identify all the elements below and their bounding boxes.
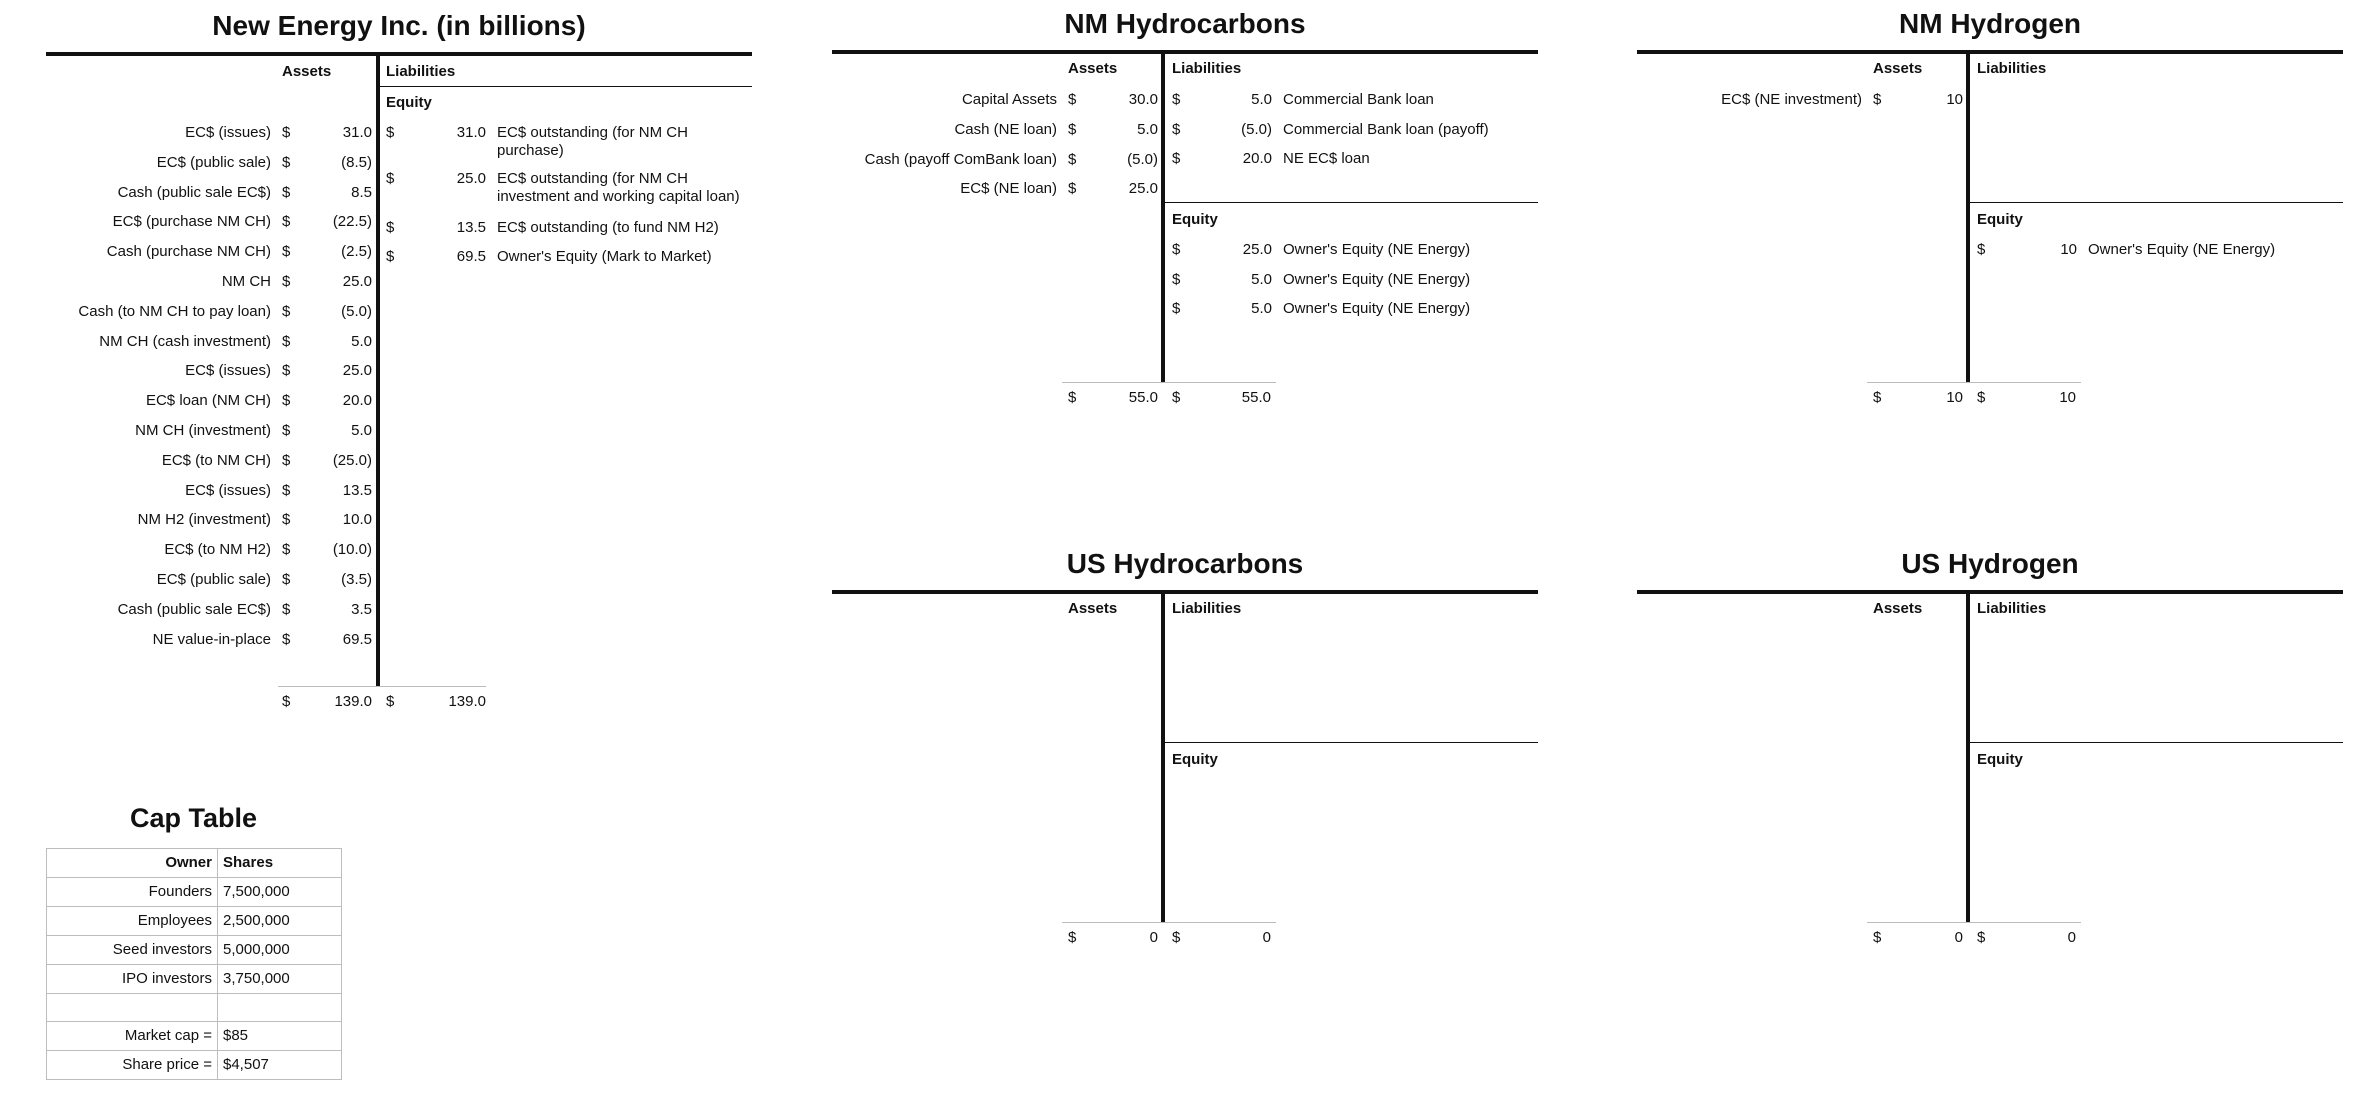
nmch-liabilities-description: Commercial Bank loan xyxy=(1283,91,1434,108)
ne-equity-description: EC$ outstanding (for NM CH investment and working capital loan) xyxy=(497,170,740,205)
ne-equity-currency: $ xyxy=(386,248,395,265)
nmch-liabilities-amount: 20.0 xyxy=(1242,150,1272,167)
usch-top-rule xyxy=(832,590,1538,594)
ne-assets-label: Assets xyxy=(282,63,332,80)
nmh2-center-rule xyxy=(1966,50,1970,382)
nmh2-equity-rule xyxy=(1970,202,2343,203)
ne-total-rule xyxy=(278,686,486,687)
ne-equity-currency: $ xyxy=(386,124,395,141)
ush2-total-rule xyxy=(1867,922,2081,923)
cap-table-row xyxy=(47,1022,342,1051)
ne-asset-currency: $ xyxy=(282,332,291,350)
nmch-equity-label: Equity xyxy=(1172,211,1218,228)
ne-asset-label: EC$ (public sale) xyxy=(156,153,271,171)
ne-asset-currency: $ xyxy=(282,481,291,499)
nmch-liabilities-currency: $ xyxy=(1172,121,1181,138)
ne-asset-currency: $ xyxy=(282,362,291,380)
cap-shares-cell: 2,500,000 xyxy=(218,907,342,936)
ne-asset-currency: $ xyxy=(282,153,291,171)
ne-equity-description: EC$ outstanding (to fund NM H2) xyxy=(497,219,719,236)
ne-equity-description: Owner's Equity (Mark to Market) xyxy=(497,248,712,265)
ne-equity-currency: $ xyxy=(386,170,395,187)
nmch-asset-currency: $ xyxy=(1068,120,1077,138)
ush2-total-assets: 0 xyxy=(1954,929,1963,946)
cap-owner-cell: Founders xyxy=(47,878,218,907)
ne-asset-label: Cash (purchase NM CH) xyxy=(106,243,271,261)
cap-owner-cell: Seed investors xyxy=(47,936,218,965)
ne-asset-label: EC$ (issues) xyxy=(185,124,271,141)
nmch-liabilities-label: Liabilities xyxy=(1172,60,1242,77)
cap-shares-cell: $4,507 xyxy=(218,1051,342,1080)
ne-asset-amount: 20.0 xyxy=(342,392,372,410)
ne-asset-label: NM CH (cash investment) xyxy=(99,332,271,350)
ne-equity-amount: 13.5 xyxy=(456,219,486,236)
usch-equity-label: Equity xyxy=(1172,751,1218,768)
ne-asset-amount: (8.5) xyxy=(341,153,372,171)
cap-table-title: Cap Table xyxy=(129,803,258,833)
nmch-liabilities-amount: (5.0) xyxy=(1241,121,1272,138)
ne-asset-label: NM CH xyxy=(221,273,271,290)
ne-asset-amount: 10.0 xyxy=(342,511,372,529)
nmch-equity-currency: $ xyxy=(1172,271,1181,288)
nmch-asset-label: Cash (NE loan) xyxy=(954,120,1057,138)
nmch-equity-amount: 5.0 xyxy=(1251,300,1272,317)
nmch-total-assets: 55.0 xyxy=(1128,389,1158,406)
nmch-top-rule xyxy=(832,50,1538,54)
ne-total-assets-currency: $ xyxy=(282,693,291,710)
nmh2-asset-amount: 10 xyxy=(1946,91,1963,108)
ne-asset-amount: (3.5) xyxy=(341,571,372,588)
usch-title: US Hydrocarbons xyxy=(1066,548,1304,579)
ne-equity-currency: $ xyxy=(386,219,395,236)
cap-table xyxy=(46,848,342,1080)
nmch-asset-currency: $ xyxy=(1068,180,1077,198)
cap-owner-cell: IPO investors xyxy=(47,965,218,994)
usch-liabilities-label: Liabilities xyxy=(1172,600,1242,617)
ne-asset-amount: (25.0) xyxy=(332,451,372,469)
nmch-asset-label: EC$ (NE loan) xyxy=(960,180,1057,198)
nmh2-equity-amount: 10 xyxy=(2060,241,2077,258)
nmh2-title: NM Hydrogen xyxy=(1899,8,2081,39)
ush2-assets-label: Assets xyxy=(1873,600,1923,617)
nmh2-equity-label: Equity xyxy=(1977,211,2023,228)
nmh2-total-rule xyxy=(1867,382,2081,383)
ne-asset-amount: 25.0 xyxy=(342,273,372,290)
ne-asset-amount: 69.5 xyxy=(342,630,372,648)
nmh2-assets-label: Assets xyxy=(1873,60,1923,77)
cap-owner-cell: Employees xyxy=(47,907,218,936)
ne-equity-rule xyxy=(380,86,752,87)
nmch-asset-label: Cash (payoff ComBank loan) xyxy=(864,150,1057,168)
cap-table-row xyxy=(47,965,342,994)
ne-asset-amount: (10.0) xyxy=(332,541,372,559)
usch-total-assets-currency: $ xyxy=(1068,929,1077,946)
nmh2-asset-currency: $ xyxy=(1873,91,1882,108)
ne-asset-label: EC$ (to NM CH) xyxy=(161,451,271,469)
ne-asset-label: EC$ (public sale) xyxy=(156,571,271,588)
nmch-liabilities-description: Commercial Bank loan (payoff) xyxy=(1283,121,1489,138)
ne-asset-amount: 8.5 xyxy=(351,183,372,201)
usch-center-rule xyxy=(1161,590,1165,922)
ne-asset-label: NE value-in-place xyxy=(152,630,271,648)
ne-asset-label: Cash (public sale EC$) xyxy=(117,183,271,201)
cap-table-row xyxy=(47,878,342,907)
ush2-equity-label: Equity xyxy=(1977,751,2023,768)
ne-asset-label: Cash (public sale EC$) xyxy=(117,600,271,618)
cap-table-row xyxy=(47,994,342,1022)
ne-asset-label: EC$ (issues) xyxy=(185,362,271,380)
nmh2-total-assets: 10 xyxy=(1946,389,1963,406)
ne-asset-currency: $ xyxy=(282,243,291,261)
nmh2-total-liabilities-currency: $ xyxy=(1977,389,1986,406)
nmch-total-liabilities-currency: $ xyxy=(1172,389,1181,406)
ne-asset-currency: $ xyxy=(282,600,291,618)
ne-equity-description: EC$ outstanding (for NM CH purchase) xyxy=(497,124,688,159)
nmh2-top-rule xyxy=(1637,50,2343,54)
ne-asset-label: NM CH (investment) xyxy=(135,422,271,439)
usch-assets-label: Assets xyxy=(1068,600,1118,617)
ne-asset-currency: $ xyxy=(282,571,291,588)
cap-shares-cell: $85 xyxy=(218,1022,342,1051)
nmch-asset-amount: 5.0 xyxy=(1137,120,1158,138)
nmch-asset-label: Capital Assets xyxy=(961,91,1057,108)
nmch-liabilities-amount: 5.0 xyxy=(1251,91,1272,108)
nmh2-liabilities-label: Liabilities xyxy=(1977,60,2047,77)
cap-shares-cell: 5,000,000 xyxy=(218,936,342,965)
nmch-equity-amount: 5.0 xyxy=(1251,271,1272,288)
ne-asset-currency: $ xyxy=(282,183,291,201)
ne-asset-currency: $ xyxy=(282,422,291,439)
nmch-center-rule xyxy=(1161,50,1165,382)
usch-total-liabilities-currency: $ xyxy=(1172,929,1181,946)
ne-title: New Energy Inc. (in billions) xyxy=(212,10,586,41)
ne-equity-amount: 31.0 xyxy=(456,124,486,141)
usch-total-assets: 0 xyxy=(1149,929,1158,946)
nmch-total-assets-currency: $ xyxy=(1068,389,1077,406)
nmch-asset-amount: (5.0) xyxy=(1127,150,1158,168)
ne-center-rule xyxy=(376,52,380,686)
ne-asset-amount: 3.5 xyxy=(351,600,372,618)
ne-asset-currency: $ xyxy=(282,451,291,469)
nmh2-total-liabilities: 10 xyxy=(2059,389,2076,406)
cap-shares-cell: 3,750,000 xyxy=(218,965,342,994)
nmch-total-liabilities: 55.0 xyxy=(1241,389,1271,406)
cap-table-row xyxy=(47,907,342,936)
nmch-title: NM Hydrocarbons xyxy=(1064,8,1306,39)
nmh2-equity-currency: $ xyxy=(1977,241,1986,258)
nmh2-equity-description: Owner's Equity (NE Energy) xyxy=(2088,241,2276,258)
ne-asset-amount: (5.0) xyxy=(341,302,372,320)
cap-header-owner: Owner xyxy=(47,849,218,878)
ne-asset-currency: $ xyxy=(282,124,291,141)
ne-asset-currency: $ xyxy=(282,541,291,559)
nmch-equity-amount: 25.0 xyxy=(1242,241,1272,258)
ne-equity-amount: 69.5 xyxy=(456,248,486,265)
ne-asset-amount: (22.5) xyxy=(332,213,372,231)
nmch-assets-label: Assets xyxy=(1068,60,1118,77)
ne-asset-label: Cash (to NM CH to pay loan) xyxy=(78,302,271,320)
cap-shares-cell: 7,500,000 xyxy=(218,878,342,907)
ne-asset-currency: $ xyxy=(282,511,291,529)
ne-liabilities-label: Liabilities xyxy=(386,63,456,80)
nmh2-total-assets-currency: $ xyxy=(1873,389,1882,406)
nmch-liabilities-currency: $ xyxy=(1172,150,1181,167)
ne-total-liabilities-currency: $ xyxy=(386,693,395,710)
ne-asset-currency: $ xyxy=(282,630,291,648)
ne-equity-label: Equity xyxy=(386,94,432,111)
cap-header-shares: Shares xyxy=(218,849,342,878)
ush2-liabilities-label: Liabilities xyxy=(1977,600,2047,617)
nmch-asset-currency: $ xyxy=(1068,150,1077,168)
ne-asset-amount: 5.0 xyxy=(351,332,372,350)
nmch-liabilities-description: NE EC$ loan xyxy=(1283,150,1370,167)
ne-asset-currency: $ xyxy=(282,213,291,231)
nmch-equity-description: Owner's Equity (NE Energy) xyxy=(1283,241,1471,258)
ne-asset-label: EC$ loan (NM CH) xyxy=(145,392,271,410)
nmch-asset-currency: $ xyxy=(1068,91,1077,108)
nmch-equity-rule xyxy=(1165,202,1538,203)
cap-owner-cell: Market cap = xyxy=(47,1022,218,1051)
nmch-equity-currency: $ xyxy=(1172,241,1181,258)
nmh2-asset-label: EC$ (NE investment) xyxy=(1721,91,1862,108)
cap-table-row xyxy=(47,1051,342,1080)
nmch-asset-amount: 30.0 xyxy=(1128,91,1158,108)
ne-total-liabilities: 139.0 xyxy=(448,693,486,710)
cap-table-header-row xyxy=(47,849,342,878)
nmch-total-rule xyxy=(1062,382,1276,383)
ne-asset-currency: $ xyxy=(282,302,291,320)
ne-total-assets: 139.0 xyxy=(334,693,372,710)
ush2-total-liabilities-currency: $ xyxy=(1977,929,1986,946)
nmch-asset-amount: 25.0 xyxy=(1128,180,1158,198)
usch-total-rule xyxy=(1062,922,1276,923)
cap-owner-cell xyxy=(47,994,218,1022)
ne-top-rule xyxy=(46,52,752,56)
ne-asset-currency: $ xyxy=(282,273,291,290)
ne-asset-amount: 13.5 xyxy=(342,481,372,499)
ne-equity-amount: 25.0 xyxy=(456,170,486,187)
cap-owner-cell: Share price = xyxy=(47,1051,218,1080)
cap-shares-cell xyxy=(218,994,342,1022)
nmch-equity-description: Owner's Equity (NE Energy) xyxy=(1283,300,1471,317)
ush2-center-rule xyxy=(1966,590,1970,922)
ne-asset-amount: 5.0 xyxy=(351,422,372,439)
ne-asset-label: EC$ (issues) xyxy=(185,481,271,499)
nmch-equity-description: Owner's Equity (NE Energy) xyxy=(1283,271,1471,288)
ush2-equity-rule xyxy=(1970,742,2343,743)
ush2-total-assets-currency: $ xyxy=(1873,929,1882,946)
ne-asset-label: EC$ (to NM H2) xyxy=(164,541,271,559)
ne-asset-amount: 25.0 xyxy=(342,362,372,380)
cap-table-row xyxy=(47,936,342,965)
ne-asset-amount: 31.0 xyxy=(342,124,372,141)
ne-asset-currency: $ xyxy=(282,392,291,410)
ush2-total-liabilities: 0 xyxy=(2067,929,2076,946)
usch-total-liabilities: 0 xyxy=(1262,929,1271,946)
ush2-top-rule xyxy=(1637,590,2343,594)
usch-equity-rule xyxy=(1165,742,1538,743)
ne-asset-amount: (2.5) xyxy=(341,243,372,261)
nmch-equity-currency: $ xyxy=(1172,300,1181,317)
ne-asset-label: EC$ (purchase NM CH) xyxy=(112,213,271,231)
nmch-liabilities-currency: $ xyxy=(1172,91,1181,108)
ne-asset-label: NM H2 (investment) xyxy=(137,511,271,529)
ush2-title: US Hydrogen xyxy=(1901,548,2079,579)
